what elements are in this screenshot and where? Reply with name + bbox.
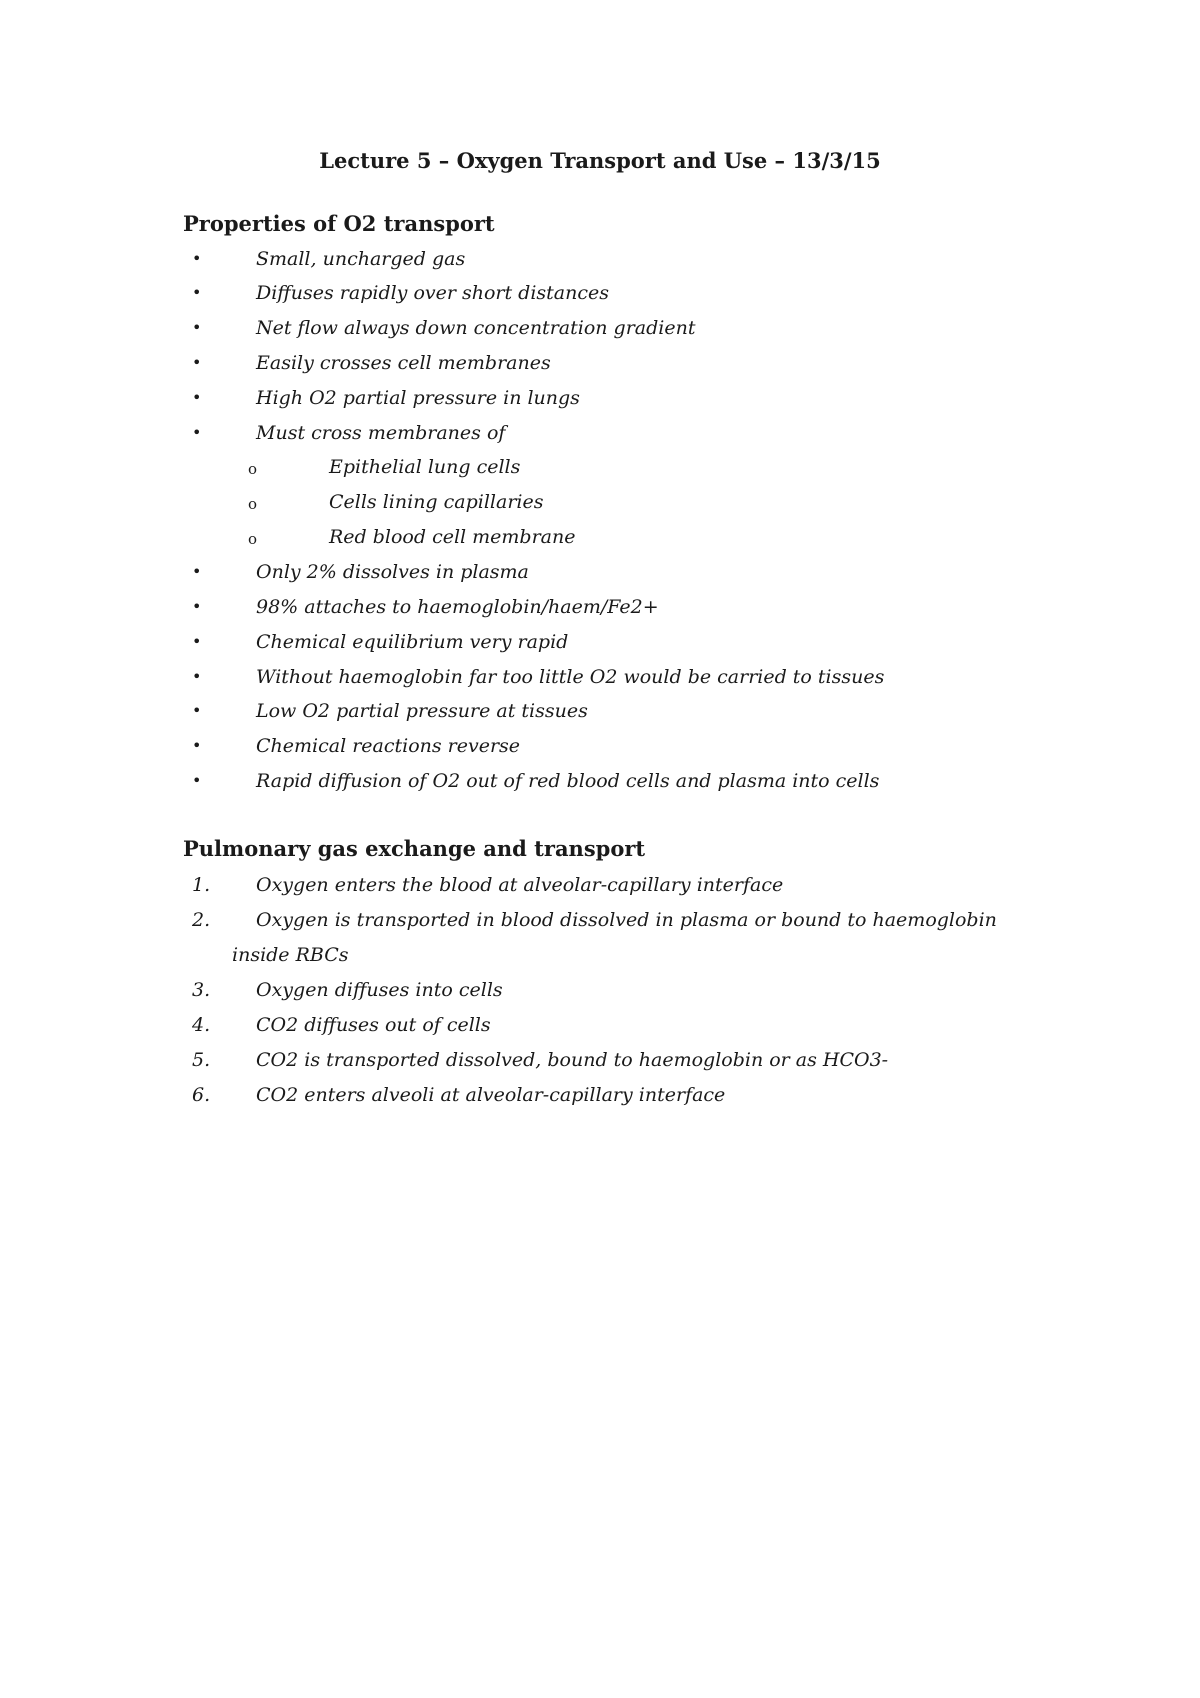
numbered-item: CO2 diffuses out of cells [256, 1014, 491, 1036]
bullet-item: Low O2 partial pressure at tissues [256, 700, 588, 722]
page-title: Lecture 5 – Oxygen Transport and Use – 13/3/15 [319, 148, 881, 173]
bullet-item: Small, uncharged gas [256, 248, 466, 270]
bullet-marker: • [192, 736, 202, 755]
list-number: 5. [192, 1049, 211, 1071]
bullet-item: 98% attaches to haemoglobin/haem/Fe2+ [256, 596, 659, 618]
bullet-marker: • [192, 771, 202, 790]
bullet-marker: • [192, 318, 202, 337]
list-number: 3. [192, 979, 211, 1001]
sub-bullet-marker: o [248, 530, 258, 548]
sub-bullet-item: Cells lining capillaries [329, 491, 544, 513]
bullet-item: Chemical reactions reverse [256, 735, 521, 757]
section-heading-o2-transport: Properties of O2 transport [183, 211, 495, 236]
bullet-marker: • [192, 353, 202, 372]
bullet-marker: • [192, 249, 202, 268]
bullet-item: Net flow always down concentration gradient [256, 317, 696, 339]
sub-bullet-marker: o [248, 460, 258, 478]
list-number: 1. [192, 874, 211, 896]
sub-bullet-item: Epithelial lung cells [329, 456, 521, 478]
numbered-item: Oxygen diffuses into cells [256, 979, 503, 1001]
bullet-item: Must cross membranes of [256, 422, 506, 444]
list-number: 2. [192, 909, 211, 931]
numbered-item: Oxygen is transported in blood dissolved in plasma or bound to haemoglobin [256, 909, 997, 931]
numbered-item: CO2 is transported dissolved, bound to haemoglobin or as HCO3- [256, 1049, 889, 1071]
bullet-marker: • [192, 283, 202, 302]
bullet-marker: • [192, 632, 202, 651]
bullet-item: Chemical equilibrium very rapid [256, 631, 569, 653]
sub-bullet-marker: o [248, 495, 258, 513]
list-number: 6. [192, 1084, 211, 1106]
bullet-marker: • [192, 562, 202, 581]
numbered-item-continuation: inside RBCs [232, 944, 349, 966]
sub-bullet-item: Red blood cell membrane [329, 526, 576, 548]
bullet-item: High O2 partial pressure in lungs [256, 387, 580, 409]
numbered-item: CO2 enters alveoli at alveolar-capillary interface [256, 1084, 726, 1106]
bullet-marker: • [192, 701, 202, 720]
bullet-marker: • [192, 597, 202, 616]
bullet-marker: • [192, 423, 202, 442]
numbered-item: Oxygen enters the blood at alveolar-capillary interface [256, 874, 784, 896]
list-number: 4. [192, 1014, 211, 1036]
bullet-item: Only 2% dissolves in plasma [256, 561, 529, 583]
bullet-item: Easily crosses cell membranes [256, 352, 551, 374]
bullet-item: Diffuses rapidly over short distances [256, 282, 610, 304]
bullet-marker: • [192, 388, 202, 407]
bullet-item: Rapid diffusion of O2 out of red blood cells and plasma into cells [256, 770, 880, 792]
section-heading-pulmonary-gas-exchange: Pulmonary gas exchange and transport [183, 836, 646, 861]
bullet-item: Without haemoglobin far too little O2 would be carried to tissues [256, 666, 885, 688]
bullet-marker: • [192, 667, 202, 686]
